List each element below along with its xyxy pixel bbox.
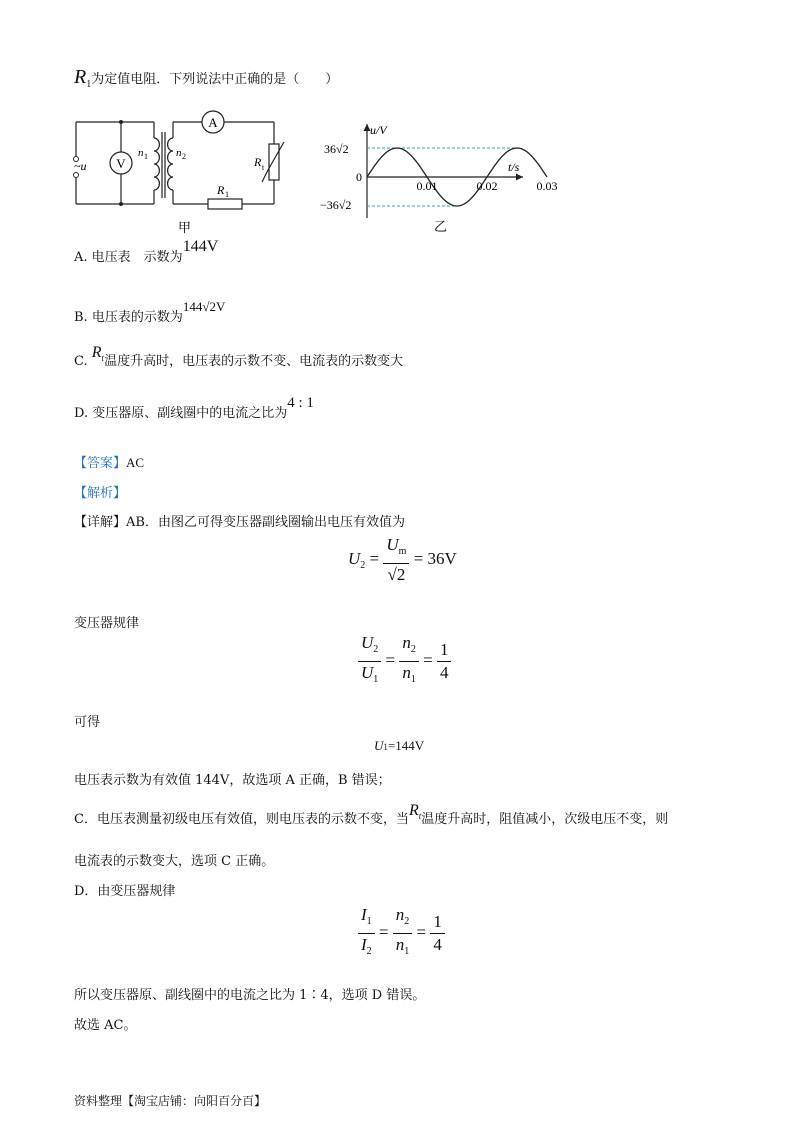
caption-yi: 乙 [434,220,448,235]
eq-symbol: n [402,663,411,682]
equation-3 [374,738,424,754]
eq-fraction [393,904,413,963]
voltmeter-label: V [116,156,126,171]
x-axis-label: t/s [508,160,520,174]
answer-label: 【答案】 [74,456,127,471]
eq-sub: 1 [383,742,388,752]
r1-label: R [217,183,225,197]
rt-sub: t [262,163,265,172]
eq-symbol: n [395,935,405,954]
eq-symbol: I [361,905,367,924]
answer-line [74,452,144,471]
option-value: 4 : 1 [287,395,314,411]
eq-symbol: U [361,633,374,652]
eq-fraction [399,632,419,691]
c-symbol-sub: t [418,811,422,821]
option-text: 温度升高时，电压表的示数不变、电流表的示数变大 [104,354,404,369]
stem-text: 为定值电阻．下列说法中正确的是（ ） [91,72,339,87]
option-letter: D. [74,406,89,421]
y-tick-label: −36√2 [320,198,352,212]
eq-fraction [437,639,452,684]
eq-sub: 1 [404,946,410,957]
conclusion-ab: 电压表示数为有效值 144V，故选项 A 正确，B 错误； [74,773,391,788]
x-tick-label: 0.02 [476,179,498,193]
c-explanation-cont: 电流表的示数变大，选项 C 正确。 [74,854,275,869]
y-axis-label: u/V [370,123,387,137]
question-stem [74,66,338,90]
option-b [74,299,226,325]
final-answer: 故选 AC。 [74,1018,137,1033]
detail-intro: 【详解】AB．由图乙可得变压器副线圈输出电压有效值为 [74,515,405,530]
d-conclusion: 所以变压器原、副线圈中的电流之比为 1∶4，选项 D 错误。 [74,988,426,1003]
option-letter: C. [74,354,88,369]
source-label: ~u [74,159,87,173]
eq-symbol: U [348,548,361,568]
eq-sub: 2 [404,916,410,927]
rt-label: R [254,155,262,169]
c-text: 温度升高时，阻值减小，次级电压不变，则 [421,812,669,827]
x-tick-label: 0.01 [416,179,438,193]
eq-symbol: U [361,663,374,682]
equation-2: $\frac{U_2}{U_1}$ = $\frac{n_2}{n_1}$ = $\frac{1}{4}$ [358,632,451,691]
equation-4: $\frac{I_1}{I_2}$ = $\frac{n_2}{n_1}$ = $\frac{1}{4}$ [358,904,445,963]
eq-sub: 2 [360,559,366,571]
n2-label: n [176,147,182,159]
eq-symbol: n [395,905,405,924]
d-intro: D．由变压器规律 [74,884,176,899]
eq-number: 4 [433,935,442,954]
option-letter: B. [74,310,88,325]
stem-symbol: R [74,66,87,88]
eq-symbol: U [386,535,399,554]
origin-label: 0 [356,170,362,184]
option-value: 144V [182,238,219,255]
eq-rhs: =144V [387,738,425,753]
option-text: 电压表的示数为 [91,310,183,325]
eq-sub: 1 [366,916,372,927]
eq-fraction [430,911,445,956]
c-symbol: R [408,802,419,819]
n1-sub: 1 [144,152,148,161]
rule-1: 变压器规律 [74,616,140,631]
waveform-chart [318,118,558,238]
equation-1: $U_2$ = $\frac{U_m}{√2}$ = 36V [348,535,457,584]
option-text: 电压表 示数为 [91,250,183,265]
eq-sub: 2 [366,946,372,957]
stem-symbol-sub: 1 [86,79,92,90]
footer: 资料整理【淘宝店铺：向阳百分百】 [74,1094,267,1108]
kede-text: 可得 [74,715,101,730]
option-value: 144√2V [182,299,226,314]
y-tick-label: 36√2 [324,142,349,156]
eq-symbol: √2 [387,565,406,584]
x-tick-label: 0.03 [536,179,558,193]
c-text: C．电压表测量初级电压有效值，则电压表的示数不变，当 [74,812,409,827]
n1-label: n [138,147,144,159]
eq-sub: 1 [373,674,379,685]
eq-symbol: n [402,633,411,652]
eq-symbol: U [374,738,384,753]
eq-number: 1 [430,911,445,934]
eq-sub: m [398,546,407,557]
analysis-label: 【解析】 [74,486,127,501]
eq-sub: 1 [410,674,416,685]
circuit-diagram [66,108,296,238]
r1-sub: 1 [225,190,229,199]
caption-jia: 甲 [178,221,192,236]
eq-fraction [358,632,381,691]
option-a [74,238,219,266]
answer-value: AC [126,455,145,470]
n2-sub: 2 [182,152,186,161]
eq-rhs: = 36V [413,548,457,568]
option-d [74,395,314,422]
ammeter-label: A [208,115,218,130]
option-letter: A. [74,250,88,265]
eq-fraction [358,904,375,963]
eq-sub: 2 [373,644,379,655]
eq-symbol: I [361,935,367,954]
option-c [74,344,404,370]
eq-number: 1 [437,639,452,662]
c-explanation [74,802,669,828]
option-symbol-sub: t [101,353,105,363]
option-symbol: R [91,344,102,361]
option-text: 变压器原、副线圈中的电流之比为 [92,406,288,421]
eq-sub: 2 [410,644,416,655]
eq-number: 4 [439,663,449,682]
eq-fraction [383,534,409,586]
